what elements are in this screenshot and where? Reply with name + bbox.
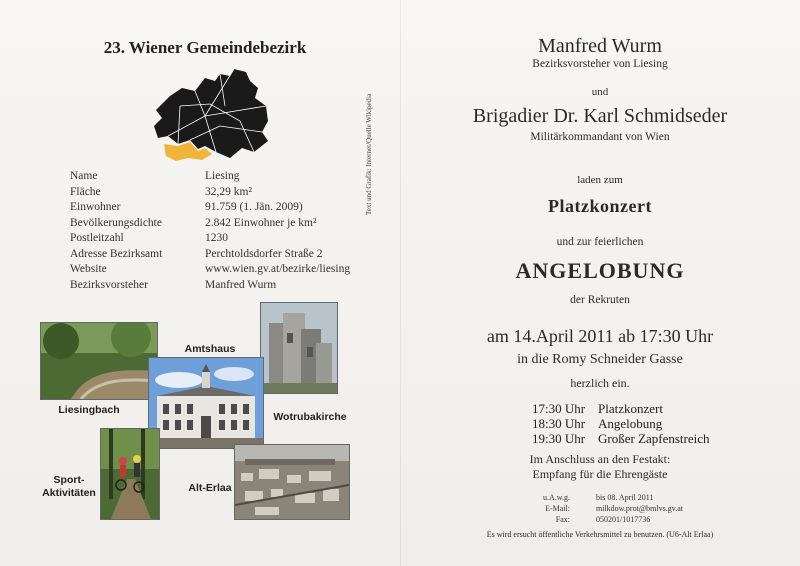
- info-value: 1230: [205, 232, 228, 244]
- contact-row: [530, 493, 730, 504]
- contact-block: [530, 493, 730, 526]
- caption-amtshaus: Amtshaus: [184, 343, 236, 355]
- schedule-event: Großer Zapfenstreich: [598, 431, 710, 446]
- info-value: 2.842 Einwohner je km²: [205, 216, 317, 229]
- info-value: Liesing: [205, 170, 240, 182]
- info-key: Postleitzahl: [70, 232, 124, 244]
- info-row: [70, 170, 390, 186]
- info-key: Einwohner: [70, 201, 121, 213]
- info-row: [70, 232, 390, 248]
- event-place: in die Romy Schneider Gasse: [517, 352, 683, 367]
- info-key: Fläche: [70, 185, 101, 198]
- caption-sport: [36, 474, 102, 500]
- photo-wotrubakirche: [260, 302, 338, 394]
- schedule-row: [532, 416, 732, 431]
- info-row: [70, 201, 390, 217]
- info-row: [70, 279, 390, 295]
- and-text-1: und: [591, 86, 609, 98]
- district-title: 23. Wiener Gemeindebezirk: [103, 38, 307, 57]
- photo-amtshaus: [148, 357, 264, 449]
- info-row: [70, 217, 390, 233]
- contact-value: 050201/1017736: [596, 515, 651, 524]
- info-key: Website: [70, 263, 107, 275]
- reception-line-2: Empfang für die Ehrengäste: [532, 467, 668, 481]
- info-value[interactable]: www.wien.gv.at/bezirke/liesing: [205, 263, 351, 275]
- schedule-time: 19:30 Uhr: [532, 431, 586, 446]
- caption-sport-text: Sport- Aktivitäten: [42, 474, 96, 499]
- info-row: [70, 248, 390, 264]
- reception-line-1: Im Anschluss an den Festakt:: [529, 452, 671, 466]
- info-key: Bezirksvorsteher: [70, 278, 148, 291]
- caption-alterlaa: Alt-Erlaa: [188, 482, 232, 494]
- contact-row: [530, 515, 730, 526]
- event-subtitle: der Rekruten: [570, 294, 630, 306]
- host2-name: Brigadier Dr. Karl Schmidseder: [472, 105, 728, 127]
- schedule-time: 18:30 Uhr: [532, 416, 586, 431]
- schedule-event: Platzkonzert: [598, 401, 663, 416]
- caption-liesingbach: Liesingbach: [58, 404, 120, 416]
- caption-wotrubakirche: Wotrubakirche: [273, 411, 347, 423]
- schedule: [532, 401, 732, 446]
- photo-sport: [100, 428, 160, 520]
- info-row: [70, 186, 390, 202]
- contact-label: E-Mail:: [545, 504, 570, 513]
- photo-liesingbach: [40, 322, 158, 400]
- host1-title: Bezirksvorsteher von Liesing: [532, 58, 668, 70]
- photo-alterlaa: [234, 444, 350, 520]
- contact-value: bis 08. April 2011: [596, 493, 654, 502]
- info-key: Adresse Bezirksamt: [70, 247, 163, 260]
- info-value: 32,29 km²: [205, 185, 252, 198]
- district-info-table: [70, 170, 390, 294]
- welcome-text: herzlich ein.: [570, 376, 630, 390]
- host1-name: Manfred Wurm: [538, 35, 662, 57]
- info-key: Bevölkerungsdichte: [70, 216, 162, 229]
- contact-label: Fax:: [555, 515, 570, 524]
- event-angelobung: ANGELOBUNG: [515, 258, 685, 283]
- info-row: [70, 263, 390, 279]
- schedule-row: [532, 431, 732, 446]
- info-value: Manfred Wurm: [205, 278, 277, 291]
- vienna-district-map: [150, 66, 275, 166]
- event-platzkonzert: Platzkonzert: [548, 196, 652, 216]
- schedule-row: [532, 401, 732, 416]
- schedule-time: 17:30 Uhr: [532, 401, 586, 416]
- contact-row: [530, 504, 730, 515]
- info-value: 91.759 (1. Jän. 2009): [205, 201, 303, 213]
- contact-label: u.A.w.g.: [542, 493, 570, 502]
- event-date: am 14.April 2011 ab 17:30 Uhr: [486, 326, 714, 346]
- transport-note: Es wird ersucht öffentliche Verkehrsmittel zu benutzen. (U6-Alt Erlaa): [486, 530, 714, 539]
- schedule-event: Angelobung: [598, 416, 663, 431]
- info-value: Perchtoldsdorfer Straße 2: [205, 247, 323, 260]
- host2-title: Militärkommandant von Wien: [530, 131, 670, 143]
- invite-text: laden zum: [577, 174, 623, 186]
- info-key: Name: [70, 170, 98, 182]
- source-note-text: Text und Grafik: Internet/Quelle Wikipedia: [365, 93, 373, 215]
- and-text-2: und zur feierlichen: [556, 236, 644, 248]
- contact-value[interactable]: milkdow.prot@bmlvs.gv.at: [596, 504, 683, 513]
